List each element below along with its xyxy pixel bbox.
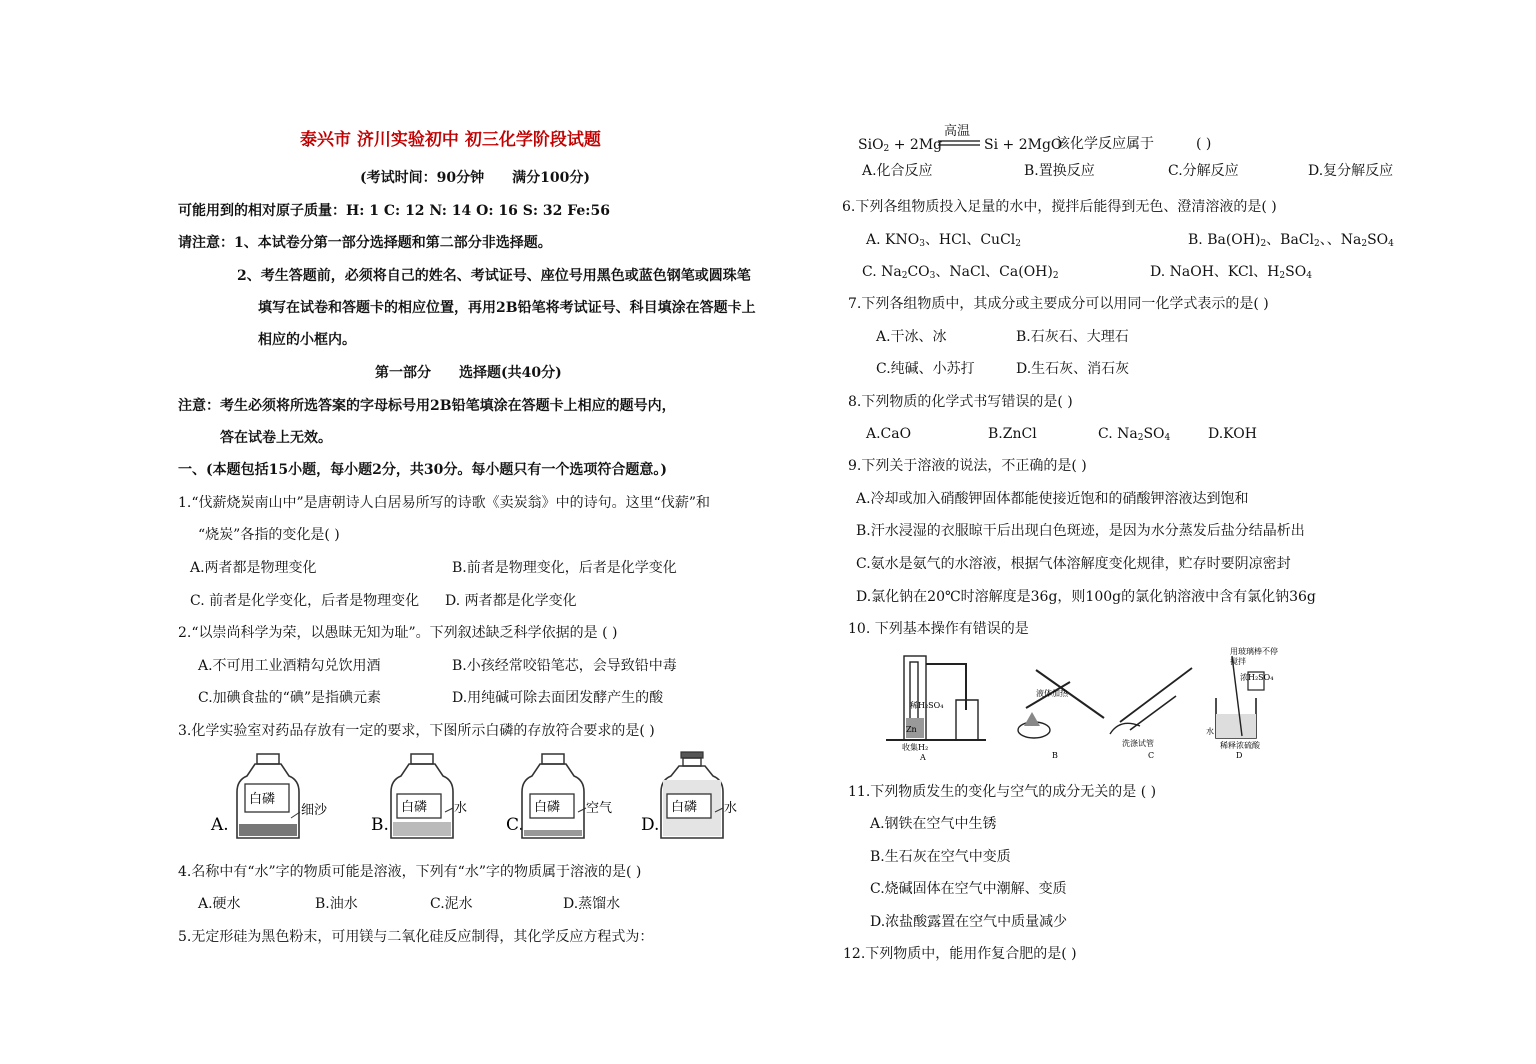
q9-stem: 9.下列关于溶液的说法，不正确的是( ) [848,458,1087,474]
q11-option-c: C.烧碱固体在空气中潮解、变质 [870,881,1067,897]
bottle-b-letter: B. [371,815,389,835]
fig-a-letter: A [920,753,926,762]
fig-a-zn: Zn [906,725,917,734]
bottle-c-residue [524,830,582,836]
part1-heading: 第一部分 选择题(共40分) [375,365,562,381]
q9-option-b: B.汗水浸湿的衣服晾干后出现白色斑迹，是因为水分蒸发后盐分结晶析出 [856,523,1305,539]
q6-option-a: A. $KNO_3$、HCl、CuCl$_2$ [866,232,1021,249]
q1-option-a: A.两者都是物理变化 [190,560,317,576]
q7-option-a: A.干冰、冰 [876,329,947,345]
q6-option-c: C. $Na_2CO_3$、NaCl、$Ca(OH)_2$ [862,264,1059,281]
fig-d-letter: D [1236,751,1243,760]
q2-option-d: D.用纯碱可除去面团发酵产生的酸 [452,690,664,706]
q12-stem: 12.下列物质中，能用作复合肥的是( ) [843,946,1077,962]
bottle-a-note: 细沙 [301,803,328,818]
q8-option-b: B.ZnCl [988,426,1037,442]
q10-lab-figure [886,647,1278,763]
bottle-b-label: 白磷 [401,800,428,815]
fig-d-dilute: 稀释浓硫酸 [1220,741,1260,750]
q6-stem: 6.下列各组物质投入足量的水中，搅拌后能得到无色、澄清溶液的是( ) [842,199,1277,215]
q5-equals-sign [938,140,982,148]
notice-line-3: 填写在试卷和答题卡的相应位置，再用2B铅笔将考试证号、科目填涂在答题卡上 [258,300,756,316]
q7-option-b: B.石灰石、大理石 [1016,329,1129,345]
q8-stem: 8.下列物质的化学式书写错误的是( ) [848,394,1073,410]
q11-option-b: B.生石灰在空气中变质 [870,849,1011,865]
q1-option-b: B.前者是物理变化，后者是化学变化 [452,560,677,576]
q1-option-c: C. 前者是化学变化，后者是物理变化 [190,593,420,609]
fig-b-heat: 液体加热 [1036,689,1068,698]
q1-stem-line-1: 1.“伐薪烧炭南山中”是唐朝诗人白居易所写的诗歌《卖炭翁》中的诗句。这里“伐薪”和 [178,495,710,511]
q4-option-d: D.蒸馏水 [563,896,621,912]
q2-option-a: A.不可用工业酒精勾兑饮用酒 [198,658,381,674]
bottle-c-label: 白磷 [534,800,561,815]
bottle-d-note: 水 [724,801,738,816]
q11-option-a: A.钢铁在空气中生锈 [870,816,997,832]
notice-line-1: 请注意：1、本试卷分第一部分选择题和第二部分非选择题。 [178,235,552,251]
q5-option-c: C.分解反应 [1168,163,1239,179]
bottle-a-sand [239,824,297,836]
bottle-d-letter: D. [641,815,660,835]
q6-option-b: B. $Ba(OH)_2$、BaCl$_2$、、$Na_2SO_4$ [1188,232,1394,249]
q2-option-b: B.小孩经常咬铅笔芯，会导致铅中毒 [452,658,677,674]
bottle-figure-a [205,750,328,850]
fig-a-acid: 稀H₂SO₄ [910,701,944,710]
q6-option-d: D. NaOH、KCl、$H_2SO_4$ [1150,264,1312,281]
bottle-b-water [393,822,451,836]
q7-stem: 7.下列各组物质中，其成分或主要成分可以用同一化学式表示的是( ) [848,296,1269,312]
q8-option-a: A.CaO [866,426,912,442]
q7-option-d: D.生石灰、消石灰 [1016,361,1130,377]
q3-stem: 3.化学实验室对药品存放有一定的要求，下图所示白磷的存放符合要求的是( ) [178,723,655,739]
bottle-figure-c [500,750,630,850]
bottle-a-label: 白磷 [249,792,276,807]
bottle-c-letter: C. [506,815,524,835]
fig-d-acid: 浓H₂SO₄ [1240,673,1274,682]
q5-condition: 高温 [944,124,971,139]
notice-line-2: 2、考生答题前，必须将自己的姓名、考试证号、座位号用黑色或蓝色钢笔或圆珠笔 [237,268,751,284]
fig-a-collect: 收集H₂ [902,743,929,752]
bottle-d-label: 白磷 [671,800,698,815]
note-line-1: 注意：考生必须将所选答案的字母标号用2B铅笔填涂在答题卡上相应的题号内， [178,398,676,414]
q9-option-c: C.氨水是氨气的水溶液，根据气体溶解度变化规律，贮存时要阴凉密封 [856,556,1291,572]
q9-option-d: D.氯化钠在20℃时溶解度是36g，则100g的氯化钠溶液中含有氯化钠36g [856,589,1316,605]
q1-option-d: D. 两者都是化学变化 [445,593,577,609]
q4-option-b: B.油水 [315,896,358,912]
bottle-figure-b [365,750,485,850]
fig-c-letter: C [1148,751,1155,760]
q4-option-c: C.泥水 [430,896,473,912]
q1-stem-line-2: “烧炭”各指的变化是( ) [198,527,340,543]
section1-heading: 一、(本题包括15小题，每小题2分，共30分。每小题只有一个选项符合题意。) [178,462,667,478]
fig-d-stir1: 用玻璃棒不停 [1230,647,1278,656]
q10-stem: 10. 下列基本操作有错误的是 [848,621,1029,637]
fig-d-water: 水 [1206,727,1214,736]
q11-stem: 11.下列物质发生的变化与空气的成分无关的是 ( ) [848,784,1157,800]
q5-equation-right: Si + 2MgO [984,137,1063,153]
atomic-mass-line: 可能用到的相对原子质量：H: 1 C: 12 N: 14 O: 16 S: 32 Fe:56 [178,203,610,219]
q2-stem: 2.“以崇尚科学为荣，以愚昧无知为耻”。下列叙述缺乏科学依据的是 ( ) [178,625,618,641]
q5-equation-left: SiO$_2$ + 2Mg [858,137,943,154]
fig-d-stir2: 搅拌 [1230,657,1246,666]
q11-option-d: D.浓盐酸露置在空气中质量减少 [870,914,1068,930]
q8-option-c: C. $Na_2SO_4$ [1098,426,1171,443]
q5-option-a: A.化合反应 [862,163,933,179]
bottle-b-note: 水 [454,801,468,816]
note-line-2: 答在试卷上无效。 [220,430,332,446]
q5-option-d: D.复分解反应 [1308,163,1394,179]
page-title: 泰兴市 济川实验初中 初三化学阶段试题 [300,130,601,150]
fig-c-wash: 洗涤试管 [1122,739,1154,748]
q4-option-a: A.硬水 [198,896,241,912]
bottle-figure-d [635,750,755,850]
q4-stem: 4.名称中有“水”字的物质可能是溶液，下列有“水”字的物质属于溶液的是( ) [178,864,642,880]
q7-option-c: C.纯碱、小苏打 [876,361,975,377]
bottle-c-note: 空气 [586,801,613,816]
notice-line-4: 相应的小框内。 [258,332,356,348]
q9-option-a: A.冷却或加入硝酸钾固体都能使接近饱和的硝酸钾溶液达到饱和 [856,491,1249,507]
exam-info: (考试时间：90分钟 满分100分) [360,170,590,186]
q5-option-b: B.置换反应 [1024,163,1095,179]
q8-option-d: D.KOH [1208,426,1257,442]
q5-question-suffix: 该化学反应属于 ( ) [1056,136,1212,152]
q5-stem: 5.无定形硅为黑色粉末，可用镁与二氧化硅反应制得，其化学反应方程式为： [178,929,654,945]
q2-option-c: C.加碘食盐的“碘”是指碘元素 [198,690,381,706]
fig-b-letter: B [1052,751,1058,760]
bottle-a-letter: A. [211,815,229,835]
